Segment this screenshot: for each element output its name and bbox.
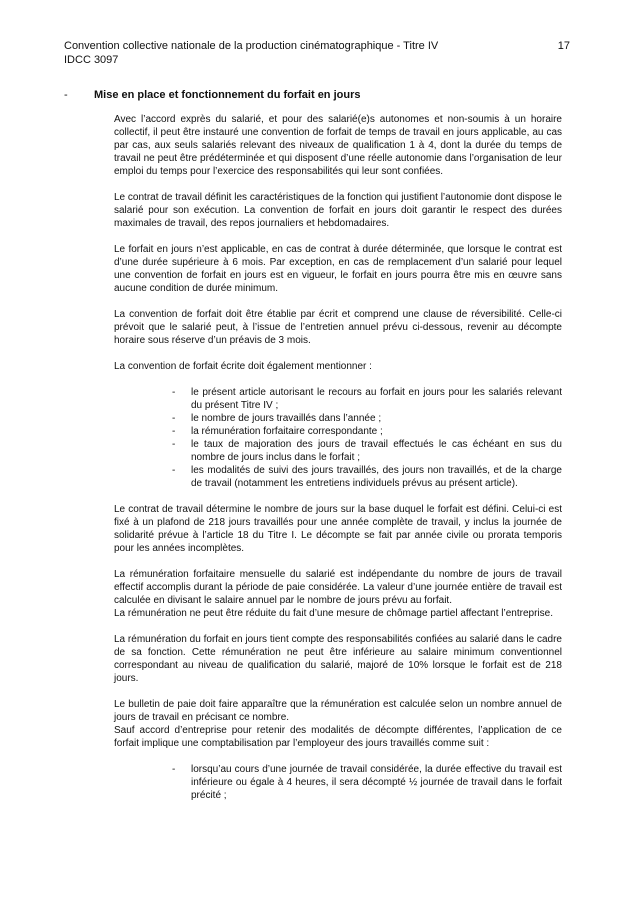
idcc-code: IDCC 3097 <box>64 54 119 66</box>
list-item <box>114 425 562 438</box>
paragraph: Le contrat de travail définit les caractéristiques de la fonction qui justifient l’autonomie dont dispose le salarié pour son exécution. La convention de forfait en jours doit garantir le respect des durées maximales de travail, des repos journaliers et hebdomadaires. <box>114 192 562 229</box>
list-item <box>114 438 562 464</box>
page-number: 17 <box>557 40 570 52</box>
list-bullet: - <box>172 413 176 424</box>
document-title: Convention collective nationale de la production cinématographique - Titre IV <box>64 40 439 52</box>
list-item <box>114 464 562 490</box>
list-bullet: - <box>172 465 176 476</box>
paragraph: La rémunération du forfait en jours tient compte des responsabilités confiées au salarié dans le cadre de sa fonction. Cette rémunération ne peut être inférieure au salaire minimum conventionnel correspondant au niveau de qualification du salarié, majoré de 10% lorsque le forfait est de 218 jours. <box>114 634 562 684</box>
paragraph: La convention de forfait doit être établie par écrit et comprend une clause de réversibilité. Celle-ci prévoit que le salarié peut, à l’issue de l’entretien annuel prévu ci-dessous, revenir au décompte horaire sous réserve d’un préavis de 3 mois. <box>114 309 562 346</box>
list-item <box>114 386 562 412</box>
mentions-list <box>114 386 562 490</box>
section-dash: - <box>64 89 68 101</box>
list-bullet: - <box>172 426 176 437</box>
list-item <box>114 763 562 802</box>
list-item-text: le présent article autorisant le recours au forfait en jours pour les salariés relevant du présent Titre IV ; <box>191 387 562 411</box>
document-body <box>114 113 562 815</box>
list-bullet: - <box>172 439 176 450</box>
list-bullet: - <box>172 387 176 398</box>
section-title: Mise en place et fonctionnement du forfait en jours <box>94 89 361 101</box>
list-item-text: le taux de majoration des jours de travail effectués le cas échéant en sus du nombre de jours inclus dans le forfait ; <box>191 439 562 463</box>
paragraph <box>114 698 562 750</box>
paragraph: Avec l’accord exprès du salarié, et pour des salarié(e)s autonomes et non-soumis à un horaire collectif, il peut être instauré une convention de forfait de temps de travail en jours applicable, au cas par cas, aux seuls salariés relevant des niveaux de qualification 1 à 4, dont la durée du temps de travail ne peut être prédéterminée et qui disposent d’une réelle autonomie dans l’organisation de leur emploi du temps pour l’exercice des responsabilités qui leur sont confiées. <box>114 114 562 177</box>
paragraph-line: La rémunération forfaitaire mensuelle du salarié est indépendante du nombre de jours de travail effectif accomplis durant la période de paie considérée. La valeur d’une journée entière de travail est calculée en divisant le salaire annuel par le nombre de jours prévu au forfait. <box>114 569 562 606</box>
paragraph-line: Le bulletin de paie doit faire apparaître que la rémunération est calculée selon un nombre annuel de jours de travail en précisant ce nombre. <box>114 699 562 723</box>
section-heading <box>64 88 360 102</box>
paragraph: La convention de forfait écrite doit également mentionner : <box>114 361 372 372</box>
paragraph-line: Sauf accord d’entreprise pour retenir des modalités de décompte différentes, l’application de ce forfait implique une comptabilisation par l’employeur des jours travaillés comme suit : <box>114 725 562 749</box>
list-item <box>114 412 562 425</box>
list-item-text: les modalités de suivi des jours travaillés, des jours non travaillés, et de la charge de travail (notamment les entretiens individuels prévus au présent article). <box>191 465 562 489</box>
list-item-text: la rémunération forfaitaire correspondante ; <box>191 426 383 437</box>
paragraph: Le forfait en jours n’est applicable, en cas de contrat à durée déterminée, que lorsque le contrat est d’une durée supérieure à 6 mois. Par exception, en cas de remplacement d’un salarié pour lequel une convention de forfait en jours est en vigueur, le forfait en jours pourra être mis en œuvre sans aucune condition de durée minimum. <box>114 244 562 294</box>
list-item-text: le nombre de jours travaillés dans l’année ; <box>191 413 382 424</box>
paragraph: Le contrat de travail détermine le nombre de jours sur la base duquel le forfait est défini. Celui-ci est fixé à un plafond de 218 jours travaillés pour une année complète de travail, y inclus la journée de solidarité prévue à l’article 18 du Titre I. Le décompte se fait par année civile ou prorata temporis pour les années incomplètes. <box>114 504 562 554</box>
page-header <box>64 39 570 67</box>
list-item-text: lorsqu’au cours d’une journée de travail considérée, la durée effective du travail est inférieure ou égale à 4 heures, il sera décompté ½ journée de travail dans le forfait précité ; <box>191 764 562 801</box>
paragraph-line: La rémunération ne peut être réduite du fait d’une mesure de chômage partiel affectant l’entreprise. <box>114 608 553 619</box>
decompte-list <box>114 763 562 802</box>
paragraph <box>114 568 562 620</box>
list-bullet: - <box>172 764 176 775</box>
